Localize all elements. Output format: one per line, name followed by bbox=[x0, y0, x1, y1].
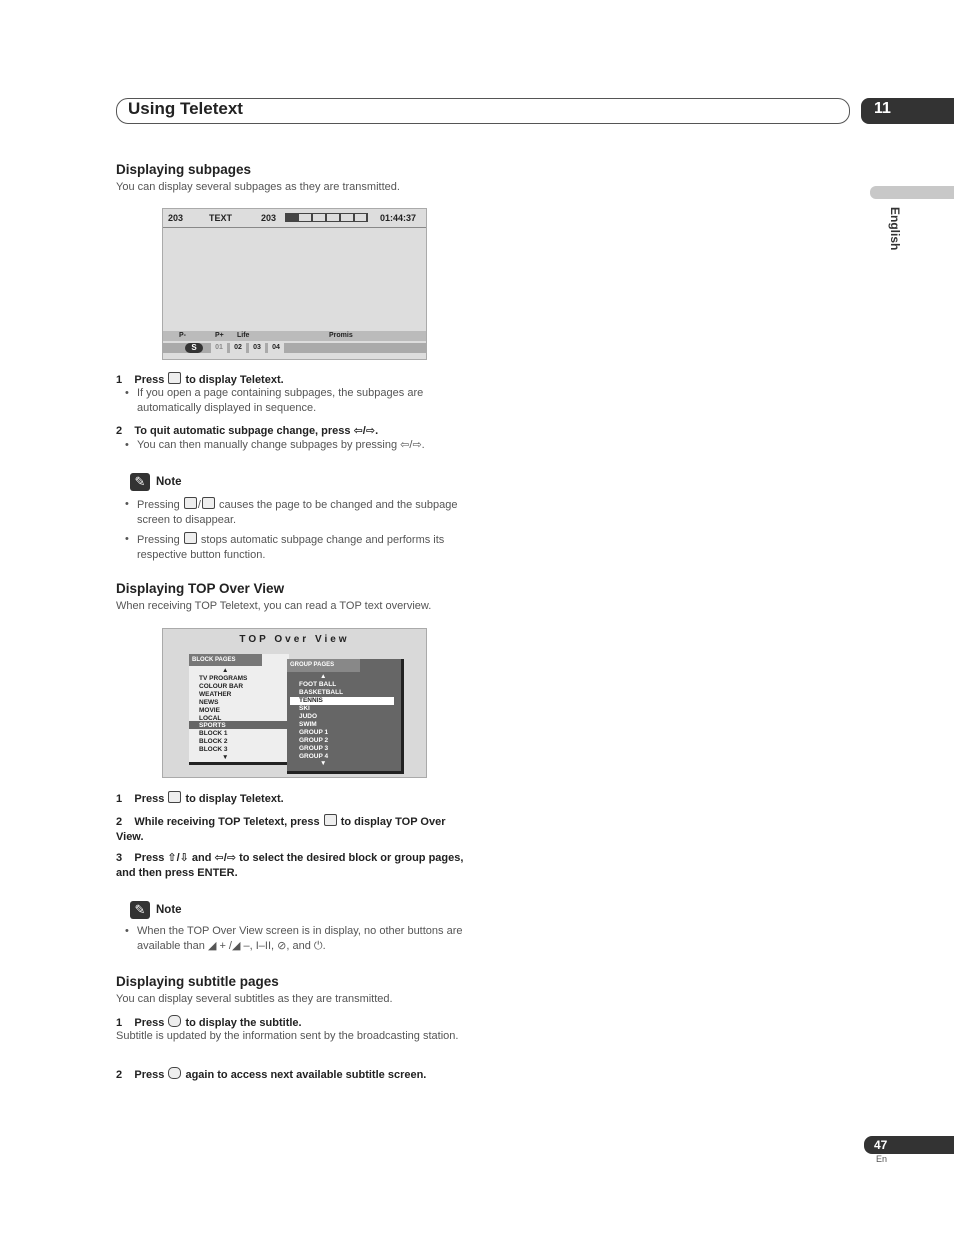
top-intro: When receiving TOP Teletext, you can read a TOP text overview. bbox=[116, 600, 432, 612]
subpages-note-bullet-2: • Pressing stops automatic subpage change and performs its respective button function. bbox=[116, 532, 477, 562]
top-heading: Displaying TOP Over View bbox=[116, 581, 285, 596]
subpages-heading: Displaying subpages bbox=[116, 162, 252, 177]
group-item: GROUP 3 bbox=[299, 745, 329, 752]
group-down-arrow: ▼ bbox=[320, 760, 327, 767]
block-item: BLOCK 1 bbox=[199, 730, 228, 737]
chapter-number: 11 bbox=[874, 100, 891, 117]
tt-promis: Promis bbox=[329, 332, 353, 339]
block-up-arrow: ▲ bbox=[222, 667, 229, 674]
subpage-num-2: 02 bbox=[230, 343, 246, 353]
block-item: TV PROGRAMS bbox=[199, 675, 248, 682]
group-pages-panel bbox=[287, 659, 404, 774]
subpages-step-2: 2 To quit automatic subpage change, press ⇦/⇨. bbox=[116, 425, 379, 437]
subpages-intro: You can display several subpages as they are transmitted. bbox=[116, 181, 400, 193]
teletext-subpage-screen bbox=[162, 208, 427, 360]
top-step-1: 1 Press to display Teletext. bbox=[116, 793, 284, 805]
tt-subpage-row bbox=[163, 343, 426, 353]
subpage-num-3: 03 bbox=[249, 343, 265, 353]
subtitles-step-1-text: Subtitle is updated by the information sent by the broadcasting station. bbox=[116, 1030, 459, 1042]
group-item: BASKETBALL bbox=[299, 689, 344, 696]
note-icon: ✎ bbox=[130, 473, 150, 491]
group-item: SKI bbox=[299, 705, 310, 712]
top-step-2: 2 While receiving TOP Teletext, press to display TOP Over View. bbox=[116, 816, 446, 843]
note-icon: ✎ bbox=[130, 901, 150, 919]
subpages-note-bullet-1: • Pressing / causes the page to be changed and the subpage screen to disappear. bbox=[116, 497, 477, 527]
group-item: GROUP 1 bbox=[299, 729, 329, 736]
tt-page-a: 203 bbox=[168, 213, 184, 223]
subtitle-key-icon bbox=[168, 1015, 181, 1027]
group-up-arrow: ▲ bbox=[320, 673, 327, 680]
subpages-step-2-bullet: • You can then manually change subpages by pressing ⇦/⇨. bbox=[116, 438, 477, 453]
group-item-selected: TENNIS bbox=[299, 697, 323, 704]
tt-mode: TEXT bbox=[209, 213, 233, 223]
subpage-progress-bar bbox=[285, 213, 368, 222]
subpages-step-1: 1 Press to display Teletext. bbox=[116, 374, 284, 386]
subpage-key-icon bbox=[184, 532, 197, 544]
group-item: GROUP 4 bbox=[299, 753, 329, 760]
language-label: English bbox=[888, 207, 902, 251]
page-title: Using Teletext bbox=[128, 99, 243, 118]
block-item: BLOCK 2 bbox=[199, 738, 228, 745]
subtitle-key-icon bbox=[168, 1067, 181, 1079]
group-item: FOOT BALL bbox=[299, 681, 337, 688]
block-item: MOVIE bbox=[199, 707, 220, 714]
group-pages-header: GROUP PAGES bbox=[287, 659, 360, 672]
group-item: JUDO bbox=[299, 713, 318, 720]
tt-time: 01:44:37 bbox=[380, 213, 417, 223]
block-item: NEWS bbox=[199, 699, 219, 706]
page-down-key-icon bbox=[202, 497, 215, 509]
group-item: SWIM bbox=[299, 721, 317, 728]
page-language: En bbox=[876, 1154, 888, 1164]
subtitles-heading: Displaying subtitle pages bbox=[116, 974, 279, 989]
top-overview-screen bbox=[162, 628, 427, 778]
block-pages-panel bbox=[189, 654, 289, 765]
group-item: GROUP 2 bbox=[299, 737, 329, 744]
block-down-arrow: ▼ bbox=[222, 754, 229, 761]
block-item: LOCAL bbox=[199, 715, 222, 722]
tt-p-plus: P+ bbox=[215, 332, 224, 339]
block-pages-header: BLOCK PAGES bbox=[189, 654, 262, 666]
top-step-3: 3 Press ⇧/⇩ and ⇦/⇨ to select the desired block or group pages, and then press ENTER. bbox=[116, 852, 464, 879]
subpage-num-4: 04 bbox=[268, 343, 284, 353]
note-label: Note bbox=[156, 476, 182, 488]
top-screen-title: TOP Over View bbox=[239, 634, 350, 645]
tt-divider bbox=[163, 227, 426, 228]
teletext-key-icon bbox=[168, 791, 181, 803]
subpage-icon: S bbox=[185, 343, 203, 353]
top-note-bullet-1: • When the TOP Over View screen is in display, no other buttons are available than ◢ + /◢ –, I–II, ⊘, and ⏻. bbox=[116, 924, 477, 953]
language-tab bbox=[870, 186, 954, 199]
page-up-key-icon bbox=[184, 497, 197, 509]
note-label: Note bbox=[156, 904, 182, 916]
tt-page-b: 203 bbox=[261, 213, 277, 223]
subtitles-step-1: 1 Press to display the subtitle. bbox=[116, 1017, 302, 1029]
teletext-key-icon bbox=[168, 372, 181, 384]
subtitles-intro: You can display several subtitles as they are transmitted. bbox=[116, 993, 393, 1005]
tt-life: Life bbox=[237, 332, 250, 339]
block-item-selected: SPORTS bbox=[199, 722, 226, 729]
tt-p-minus: P- bbox=[179, 332, 186, 339]
subpages-step-1-bullet: • If you open a page containing subpages, the subpages are automatically displayed in sequence. bbox=[116, 386, 477, 415]
page-number: 47 bbox=[874, 1138, 888, 1152]
tt-fastext-row bbox=[163, 331, 426, 341]
subpage-num-1: 01 bbox=[211, 343, 227, 353]
block-item: WEATHER bbox=[199, 691, 232, 698]
top-key-icon bbox=[324, 814, 337, 826]
block-item: BLOCK 3 bbox=[199, 746, 228, 753]
subtitles-step-2: 2 Press again to access next available subtitle screen. bbox=[116, 1069, 427, 1081]
block-item: COLOUR BAR bbox=[199, 683, 244, 690]
